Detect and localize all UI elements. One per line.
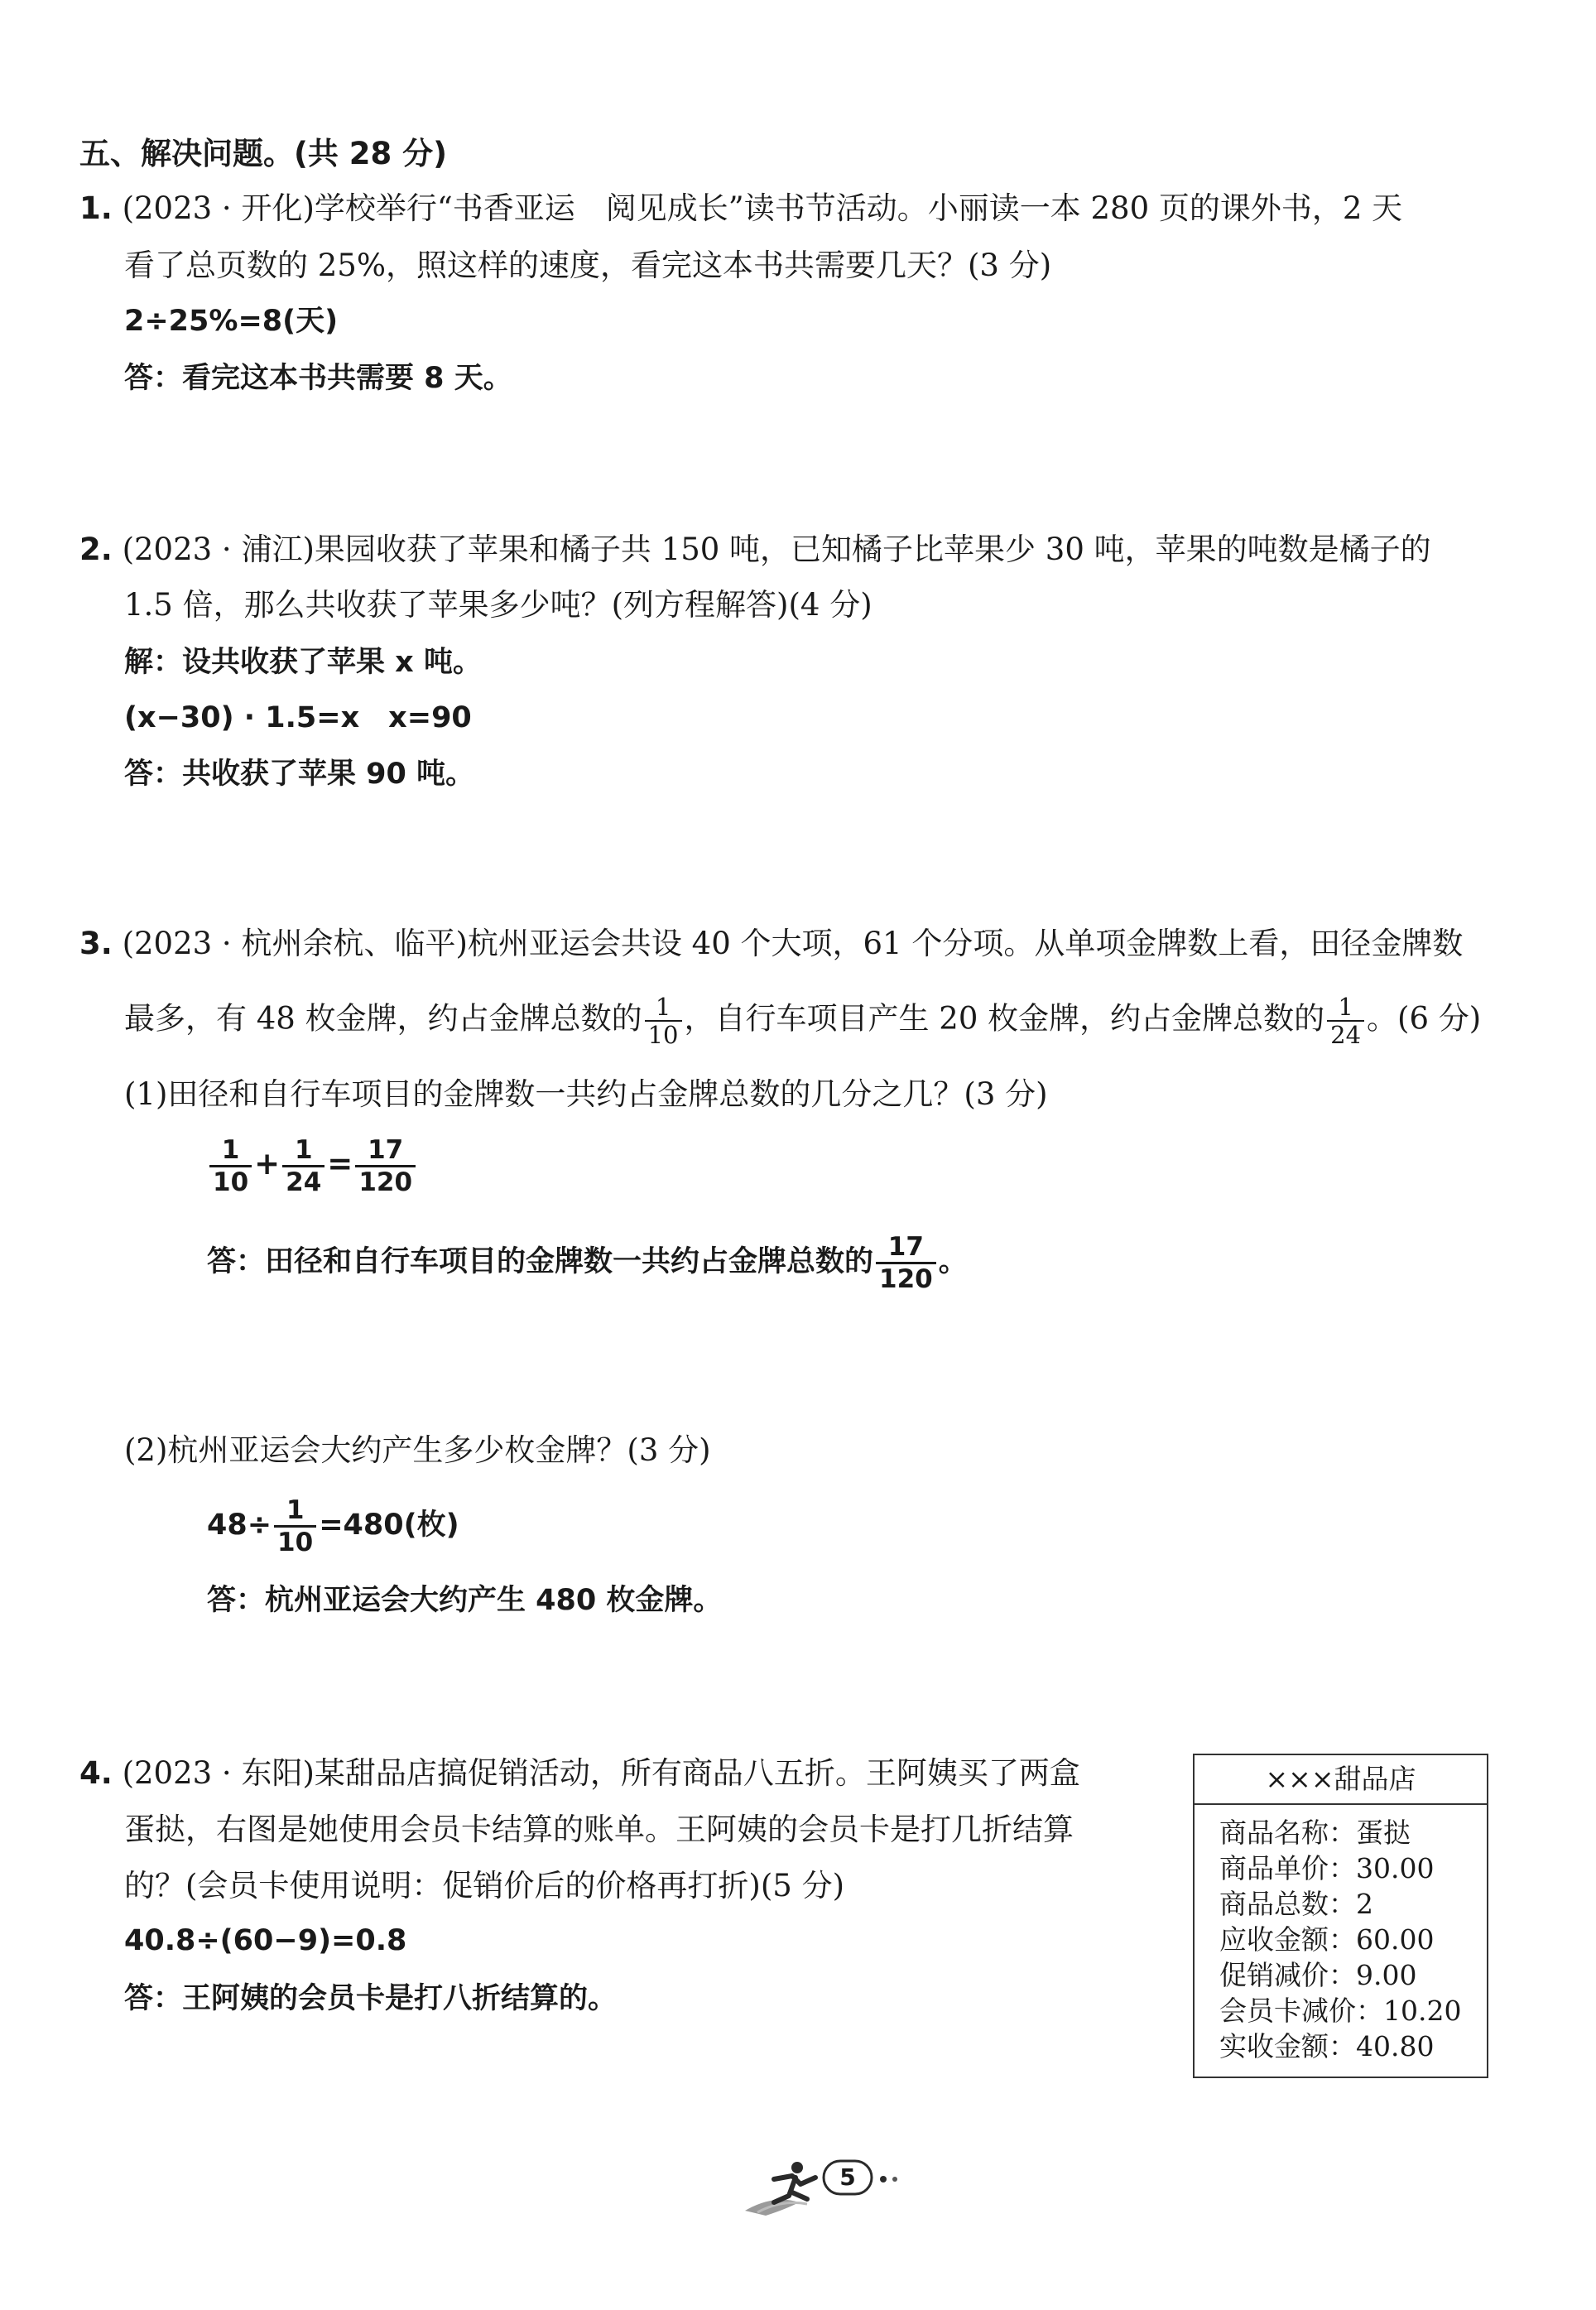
receipt-row: 商品单价：30.00 (1219, 1852, 1435, 1884)
denominator: 120 (355, 1165, 416, 1197)
answer-text-end: 。 (938, 1245, 968, 1278)
answer-text: 答：田径和自行车项目的金牌数一共约占金牌总数的 (207, 1245, 874, 1278)
question-2-line-2: 1.5 倍，那么共收获了苹果多少吨？(列方程解答)(4 分) (124, 587, 873, 623)
fraction (645, 994, 682, 1048)
numerator: 1 (1338, 993, 1353, 1021)
question-number: 2. (79, 532, 113, 567)
numerator: 17 (887, 1231, 924, 1262)
sub-question-2: (2)杭州亚运会大约产生多少枚金牌？(3 分) (124, 1432, 711, 1468)
section-title: 五、解决问题。(共 28 分) (79, 136, 448, 171)
question-4-line-3: 的？(会员卡使用说明：促销价后的价格再打折)(5 分) (124, 1868, 845, 1903)
denominator: 10 (209, 1165, 252, 1197)
calc-segment: =480(枚) (319, 1509, 459, 1542)
fraction (1327, 994, 1364, 1048)
page-number: 5 (839, 2163, 856, 2191)
question-1-line-2: 看了总页数的 25%，照这样的速度，看完这本书共需要几天？(3 分) (124, 248, 1052, 283)
answer-calculation: 40.8÷(60−9)=0.8 (124, 1924, 407, 1957)
question-number: 1. (79, 190, 113, 226)
denominator: 24 (1327, 1020, 1364, 1048)
denominator: 120 (876, 1262, 936, 1294)
denominator: 10 (274, 1525, 316, 1557)
numerator: 1 (221, 1135, 240, 1165)
receipt-row: 应收金额：60.00 (1219, 1923, 1435, 1956)
receipt (1193, 1754, 1488, 2078)
numerator: 1 (294, 1135, 313, 1165)
question-text: (2023 · 东阳)某甜品店搞促销活动，所有商品八五折。王阿姨买了两盒 (122, 1755, 1080, 1791)
question-3 (79, 924, 1463, 964)
receipt-row: 实收金额：40.80 (1219, 2030, 1435, 2062)
question-2 (79, 530, 1431, 570)
question-4 (79, 1754, 1080, 1793)
denominator: 24 (282, 1165, 324, 1197)
sub2-calculation (207, 1492, 459, 1558)
receipt-row: 商品总数：2 (1219, 1888, 1373, 1920)
receipt-row: 会员卡减价：10.20 (1219, 1995, 1462, 2027)
question-4-line-2: 蛋挞，右图是她使用会员卡结算的账单。王阿姨的会员卡是打几折结算 (124, 1812, 1074, 1847)
solution-setup: 解：设共收获了苹果 x 吨。 (124, 646, 482, 679)
text-segment: 最多，有 48 枚金牌，约占金牌总数的 (124, 1000, 642, 1037)
answer-text: 答：共收获了苹果 90 吨。 (124, 758, 475, 791)
text-segment: 。(6 分) (1367, 1000, 1482, 1037)
equation: (x−30) · 1.5=x x=90 (124, 701, 472, 734)
numerator: 1 (655, 993, 671, 1021)
fraction (876, 1232, 936, 1294)
numerator: 1 (286, 1494, 305, 1525)
question-1 (79, 189, 1402, 229)
sub-question-1: (1)田径和自行车项目的金牌数一共约占金牌总数的几分之几？(3 分) (124, 1076, 1048, 1112)
text-segment: ，自行车项目产生 20 枚金牌，约占金牌总数的 (684, 1000, 1325, 1037)
fraction (282, 1135, 324, 1197)
page-footer (741, 2144, 948, 2219)
question-text: (2023 · 浦江)果园收获了苹果和橘子共 150 吨，已知橘子比苹果少 30 吨，苹果的吨数是橘子的 (122, 532, 1431, 567)
question-text: (2023 · 开化)学校举行“书香亚运 阅见成长”读书节活动。小丽读一本 280 页的课外书，2 天 (122, 190, 1403, 226)
fraction (274, 1495, 316, 1557)
numerator: 17 (368, 1135, 404, 1165)
calc-segment: 48÷ (207, 1509, 272, 1542)
receipt-row: 商品名称：蛋挞 (1219, 1817, 1411, 1849)
receipt-row: 促销减价：9.00 (1219, 1959, 1417, 1991)
fraction (355, 1135, 416, 1197)
question-3-line-2 (124, 994, 1481, 1048)
answer-calculation: 2÷25%=8(天) (124, 305, 339, 338)
plus-sign: + (254, 1146, 281, 1181)
question-number: 3. (79, 926, 113, 961)
fraction (209, 1135, 252, 1197)
sub2-answer: 答：杭州亚运会大约产生 480 枚金牌。 (207, 1584, 723, 1617)
answer-text: 答：看完这本书共需要 8 天。 (124, 362, 512, 395)
equals-sign: = (327, 1146, 353, 1181)
receipt-title: ×××甜品店 (1195, 1755, 1487, 1805)
question-text: (2023 · 杭州余杭、临平)杭州亚运会共设 40 个大项，61 个分项。从单项金牌数上看，田径金牌数 (122, 926, 1464, 961)
question-number: 4. (79, 1755, 113, 1791)
sub1-calculation (207, 1131, 418, 1197)
answer-text: 答：王阿姨的会员卡是打八折结算的。 (124, 1982, 618, 2015)
sub1-answer (207, 1229, 968, 1295)
denominator: 10 (645, 1020, 682, 1048)
